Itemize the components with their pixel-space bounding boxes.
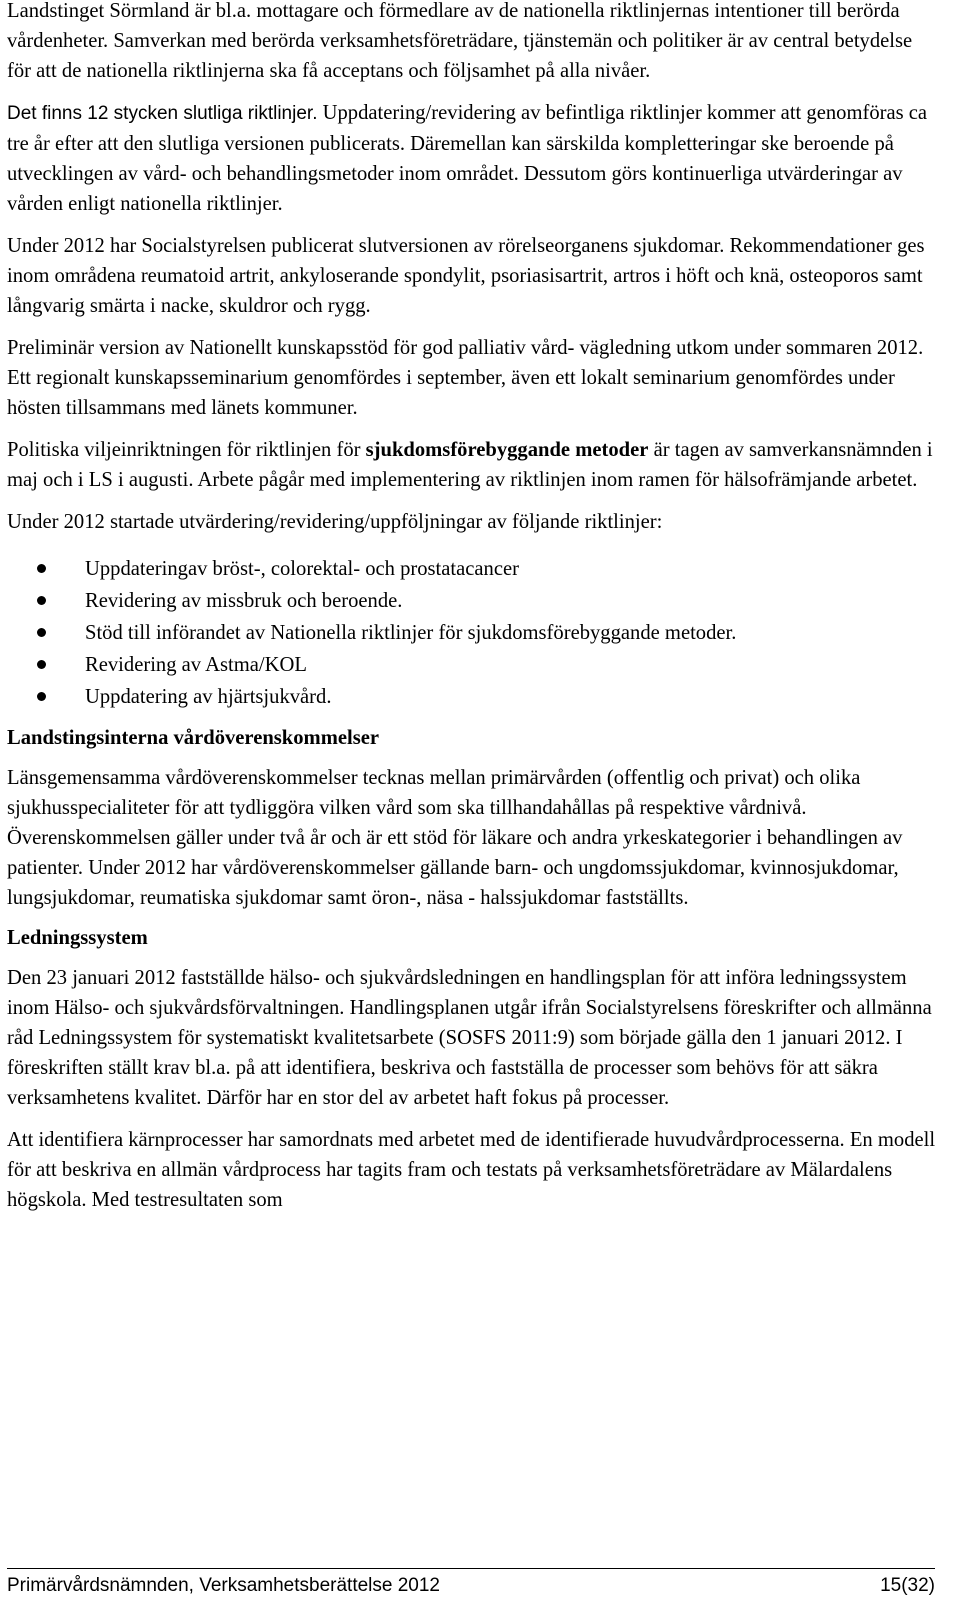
paragraph-guidelines-count: [7, 98, 937, 219]
guideline-list: [7, 553, 937, 713]
paragraph-intro: Landstinget Sörmland är bl.a. mottagare och förmedlare av de nationella riktlinjernas intentioner till berörda vårdenheter. Samverkan med berörda verksamhetsföreträdare, tjänstemän och politiker är av central betydelse för att de nationella riktlinjerna ska få acceptans och följsamhet på alla nivåer.: [7, 0, 913, 82]
bullet-icon: [37, 564, 46, 573]
list-item-text: Revidering av Astma/KOL: [85, 654, 307, 676]
list-item: [7, 649, 937, 681]
paragraph-politiska-before: Politiska viljeinriktningen för riktlinjen för: [7, 439, 366, 461]
paragraph-utvardering: Under 2012 startade utvärdering/revidering/uppföljningar av följande riktlinjer:: [7, 511, 663, 533]
paragraph-ledningssystem-1: Den 23 januari 2012 fastställde hälso- och sjukvårdsledningen en handlingsplan för att införa ledningssystem inom Hälso- och sjukvårdsförvaltningen. Handlingsplanen utgår ifrån Socialstyrelsens föreskrifter och allmänna råd Ledningssystem för systematiskt kvalitetsarbete (SOSFS 2011:9) som började gälla den 1 januari 2012. I föreskriften ställt krav bl.a. på att identifiera, beskriva och fastställa de processer som behövs för att säkra verksamhetens kvalitet. Därför har en stor del av arbetet haft fokus på processer.: [7, 967, 932, 1109]
list-item: [7, 617, 937, 649]
list-item-text: Revidering av missbruk och beroende.: [85, 590, 403, 612]
paragraph-vardoverenskommelser: Länsgemensamma vårdöverenskommelser tecknas mellan primärvården (offentlig och privat) och olika sjukhusspecialiteter för att tydliggöra vilken vård som ska tillhandahållas på respektive vårdnivå. Överenskommelsen gäller under två år och är ett stöd för läkare och andra yrkeskategorier i behandlingen av patienter. Under 2012 har vårdöverenskommelser gällande barn- och ungdomssjukdomar, kvinnosjukdomar, lungsjukdomar, reumatiska sjukdomar samt öron-, näsa - halssjukdomar fastställts.: [7, 767, 903, 909]
list-item-text: Uppdateringav bröst-, colorektal- och prostatacancer: [85, 558, 519, 580]
list-item: [7, 553, 937, 585]
paragraph-socialstyrelsen: Under 2012 har Socialstyrelsen publicerat slutversionen av rörelseorganens sjukdomar. Rekommendationer ges inom områdena reumatoid artrit, ankyloserande spondylit, psoriasisartrit, artros i höft och knä, osteoporos samt långvarig smärta i nacke, skuldror och rygg.: [7, 235, 925, 317]
bullet-icon: [37, 596, 46, 605]
paragraph-ledningssystem-2: Att identifiera kärnprocesser har samordnats med arbetet med de identifierade huvudvårdprocesserna. En modell för att beskriva en allmän vårdprocess har tagits fram och testats på verksamhetsföreträdare av Mälardalens högskola. Med testresultaten som: [7, 1129, 936, 1211]
bullet-icon: [37, 628, 46, 637]
paragraph-politiska-bold: sjukdomsförebyggande metoder: [365, 439, 649, 461]
bullet-icon: [37, 660, 46, 669]
paragraph-guidelines-count-lead: Det finns 12 stycken slutliga riktlinjer.: [7, 103, 318, 124]
paragraph-guidelines-count-rest: Uppdatering/revidering av befintliga riktlinjer kommer att genomföras ca tre år efter att den slutliga versionen publicerats. Däremellan kan särskilda kompletteringar ske beroende på utvecklingen av vård- och behandlingsmetoder inom området. Dessutom görs kontinuerliga utvärderingar av vården enligt nationella riktlinjer.: [7, 102, 928, 215]
paragraph-politiska-after: är tagen av samverkansnämnden i maj och i LS i augusti. Arbete pågår med implementering av riktlinjen inom ramen för hälsofrämjande arbetet.: [7, 439, 933, 491]
document-page: [7, 0, 937, 1215]
list-item-text: Uppdatering av hjärtsjukvård.: [85, 686, 332, 708]
paragraph-politiska: [7, 435, 937, 495]
paragraph-palliativ: Preliminär version av Nationellt kunskapsstöd för god palliativ vård- vägledning utkom under sommaren 2012. Ett regionalt kunskapsseminarium genomfördes i september, även ett lokalt seminarium genomfördes under hösten tillsammans med länets kommuner.: [7, 337, 924, 419]
footer-title: Primärvårdsnämnden, Verksamhetsberättelse 2012: [7, 1575, 441, 1596]
list-item: [7, 681, 937, 713]
section-heading-vardoverenskommelser: Landstingsinterna vårdöverenskommelser: [7, 727, 380, 749]
page-footer: [7, 1568, 935, 1599]
list-item: [7, 585, 937, 617]
bullet-icon: [37, 692, 46, 701]
footer-page-number: 15(32): [880, 1575, 935, 1596]
list-item-text: Stöd till införandet av Nationella riktlinjer för sjukdomsförebyggande metoder.: [85, 622, 737, 644]
section-heading-ledningssystem: Ledningssystem: [7, 927, 148, 949]
